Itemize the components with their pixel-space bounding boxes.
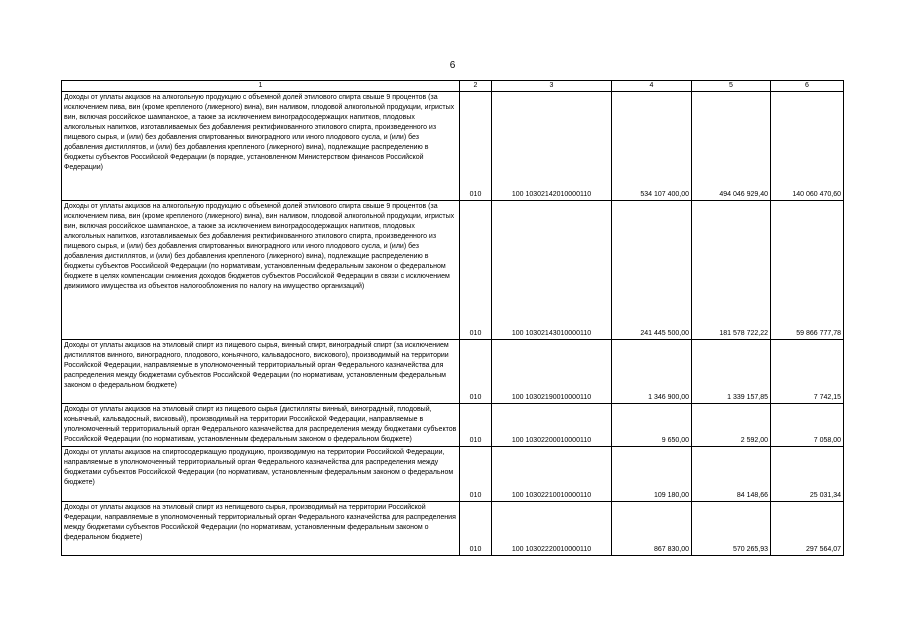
row-value-col4: 534 107 400,00 (612, 92, 692, 201)
row-value-col5: 1 339 157,85 (692, 340, 771, 404)
row-value-col5: 494 046 929,40 (692, 92, 771, 201)
row-value-col5: 84 148,66 (692, 447, 771, 502)
table-row (62, 340, 844, 404)
row-description: Доходы от уплаты акцизов на алкогольную продукцию с объемной долей этилового спирта свыше 9 процентов (за исключением пива, вин (кроме крепленого (ликерного) вина), вин наливом, плодовой алкогольной продукции, игристых вин, включая российское шампанское, а также за исключением виноградосодержащих напитков, плодовых алкогольных напитков, изготавливаемых без добавления ректификованного этилового спирта, произведенного из пищевого сырья, и (или) без добавления спиртованных виноградного или иного плодового сусла, и (или) без добавления дистиллятов, и (или) без добавления крепленого (ликерного) вина), подлежащие распределению в бюджеты субъектов Российской Федерации (в порядке, установленном Министерством финансов Российской Федерации) (62, 92, 460, 201)
row-description: Доходы от уплаты акцизов на этиловый спирт из пищевого сырья, винный спирт, виноградный спирт (за исключением дистиллятов винного, виноградного, плодового, коньячного, кальвадосного, вискового), производимый на территории Российской Федерации, направляемые в уполномоченный территориальный орган Федерального казначейства для распределения между бюджетами субъектов Российской Федерации (по нормативам, установленным федеральным законом о федеральном бюджете) (62, 340, 460, 404)
column-header: 1 (62, 81, 460, 92)
row-value-col6: 59 866 777,78 (771, 201, 844, 340)
table-row (62, 447, 844, 502)
column-header: 6 (771, 81, 844, 92)
row-budget-code: 100 10302190010000110 (492, 340, 612, 404)
row-value-col6: 297 564,07 (771, 502, 844, 556)
row-description: Доходы от уплаты акцизов на алкогольную продукцию с объемной долей этилового спирта свыше 9 процентов (за исключением пива, вин (кроме крепленого (ликерного) вина), вин наливом, плодовой алкогольной продукции, игристых вин, включая российское шампанское, а также за исключением виноградосодержащих напитков, плодовых алкогольных напитков, изготавливаемых без добавления ректификованного этилового спирта, произведенного из пищевого сырья, и (или) без добавления спиртованных виноградного или иного плодового сусла, и (или) без добавления дистиллятов, и (или) без добавления крепленого (ликерного) вина), подлежащие распределению в бюджеты субъектов Российской Федерации (по нормативам, установленным федеральным законом о федеральном бюджете в целях компенсации снижения доходов бюджетов субъектов Российской Федерации в связи с исключением движимого имущества из объектов налогообложения по налогу на имущество организаций) (62, 201, 460, 340)
row-value-col5: 181 578 722,22 (692, 201, 771, 340)
row-description: Доходы от уплаты акцизов на этиловый спирт из непищевого сырья, производимый на территории Российской Федерации, направляемые в уполномоченный территориальный орган Федерального казначейства для распределения между бюджетами субъектов Российской Федерации (по нормативам, установленным федеральным законом о федеральном бюджете) (62, 502, 460, 556)
row-value-col6: 140 060 470,60 (771, 92, 844, 201)
row-value-col4: 1 346 900,00 (612, 340, 692, 404)
column-header: 2 (460, 81, 492, 92)
row-value-col4: 9 650,00 (612, 404, 692, 447)
column-header: 3 (492, 81, 612, 92)
row-value-col6: 7 742,15 (771, 340, 844, 404)
row-line-code: 010 (460, 447, 492, 502)
row-line-code: 010 (460, 201, 492, 340)
row-budget-code: 100 10302210010000110 (492, 447, 612, 502)
table-row (62, 201, 844, 340)
row-budget-code: 100 10302142010000110 (492, 92, 612, 201)
row-value-col5: 2 592,00 (692, 404, 771, 447)
row-description: Доходы от уплаты акцизов на спиртосодержащую продукцию, производимую на территории Российской Федерации, направляемые в уполномоченный территориальный орган Федерального казначейства для распределения между бюджетами субъектов Российской Федерации (по нормативам, установленным федеральным законом о федеральном бюджете) (62, 447, 460, 502)
row-value-col4: 241 445 500,00 (612, 201, 692, 340)
row-budget-code: 100 10302200010000110 (492, 404, 612, 447)
row-budget-code: 100 10302143010000110 (492, 201, 612, 340)
column-header: 5 (692, 81, 771, 92)
table-row (62, 92, 844, 201)
row-value-col6: 25 031,34 (771, 447, 844, 502)
table-row (62, 404, 844, 447)
row-value-col5: 570 265,93 (692, 502, 771, 556)
row-line-code: 010 (460, 502, 492, 556)
table-header-row (62, 81, 844, 92)
row-description: Доходы от уплаты акцизов на этиловый спирт из пищевого сырья (дистилляты винный, виноградный, плодовый, коньячный, кальвадосный, висковый), производимый на территории Российской Федерации, направляемые в уполномоченный территориальный орган Федерального казначейства для распределения между бюджетами субъектов Российской Федерации (по нормативам, установленным федеральным законом о федеральном бюджете) (62, 404, 460, 447)
row-value-col6: 7 058,00 (771, 404, 844, 447)
table-row (62, 502, 844, 556)
row-line-code: 010 (460, 92, 492, 201)
row-budget-code: 100 10302220010000110 (492, 502, 612, 556)
row-value-col4: 109 180,00 (612, 447, 692, 502)
page-number: 6 (449, 60, 456, 71)
row-line-code: 010 (460, 340, 492, 404)
revenue-table (61, 80, 844, 556)
row-line-code: 010 (460, 404, 492, 447)
column-header: 4 (612, 81, 692, 92)
row-value-col4: 867 830,00 (612, 502, 692, 556)
